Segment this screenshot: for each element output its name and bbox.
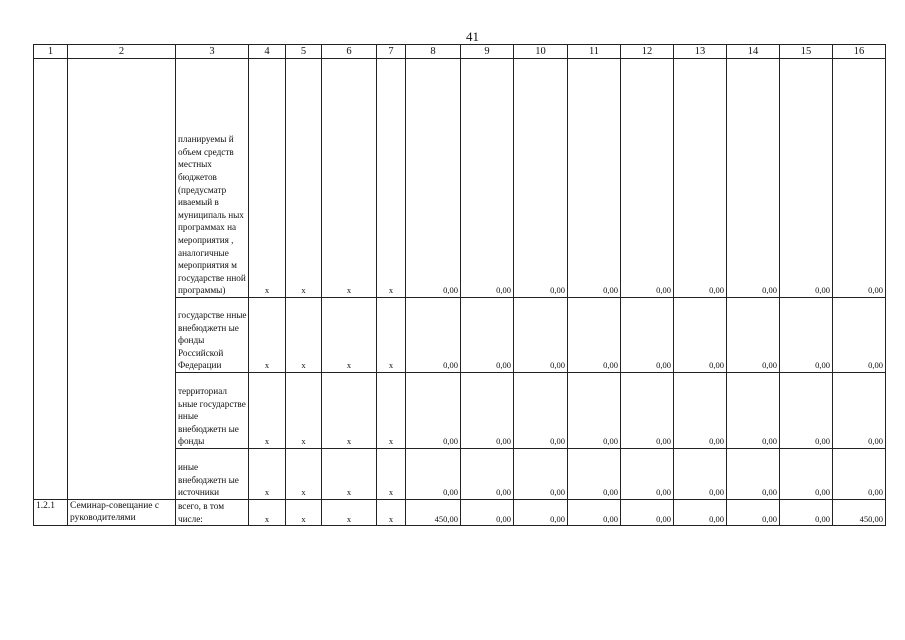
value-cell: 0,00 [568,500,621,526]
table-row [34,500,886,526]
value-cell: 0,00 [406,298,461,373]
mark-cell: x [377,500,406,526]
value-cell: 0,00 [514,449,568,500]
header-cell: 1 [34,45,68,59]
value-cell: 0,00 [461,373,514,449]
mark-cell: x [249,373,286,449]
value-cell: 0,00 [461,59,514,298]
page-number: 41 [466,29,479,44]
value-cell: 0,00 [727,373,780,449]
mark-cell: x [322,500,377,526]
mark-cell: x [286,500,322,526]
value-cell: 0,00 [674,500,727,526]
mark-cell: x [249,500,286,526]
value-cell: 0,00 [727,298,780,373]
header-cell: 3 [176,45,249,59]
row-number-cell: 1.2.1 [34,500,68,526]
value-cell: 0,00 [621,59,674,298]
mark-cell: x [249,449,286,500]
value-cell: 0,00 [780,298,833,373]
value-cell: 0,00 [674,298,727,373]
mark-cell: x [377,298,406,373]
value-cell: 0,00 [461,449,514,500]
value-cell: 0,00 [621,373,674,449]
value-cell: 0,00 [727,500,780,526]
value-cell: 0,00 [780,373,833,449]
header-cell: 15 [780,45,833,59]
mark-cell: x [377,373,406,449]
mark-cell: x [249,298,286,373]
source-description: государстве нные внебюджетн ые фонды Российской Федерации [176,298,249,373]
value-cell: 0,00 [674,373,727,449]
row-name-cell [68,59,176,500]
header-cell: 8 [406,45,461,59]
mark-cell: x [322,298,377,373]
row-name-cell: Семинар-совещание с руководителями [68,500,176,526]
header-cell: 5 [286,45,322,59]
value-cell: 0,00 [406,449,461,500]
mark-cell: x [377,449,406,500]
source-description: территориал ьные государстве нные внебюджетн ые фонды [176,373,249,449]
value-cell: 0,00 [568,298,621,373]
mark-cell: x [286,449,322,500]
value-cell: 0,00 [514,373,568,449]
mark-cell: x [286,298,322,373]
value-cell: 0,00 [461,500,514,526]
header-cell: 14 [727,45,780,59]
value-cell: 0,00 [568,59,621,298]
value-cell: 0,00 [833,449,886,500]
value-cell: 0,00 [621,500,674,526]
header-cell: 2 [68,45,176,59]
header-cell: 12 [621,45,674,59]
value-cell: 0,00 [833,59,886,298]
value-cell: 450,00 [833,500,886,526]
value-cell: 0,00 [833,373,886,449]
value-cell: 0,00 [514,59,568,298]
header-cell: 9 [461,45,514,59]
value-cell: 0,00 [514,298,568,373]
value-cell: 0,00 [833,298,886,373]
mark-cell: x [249,59,286,298]
source-description: иные внебюджетн ые источники [176,449,249,500]
header-row [34,45,886,59]
value-cell: 0,00 [621,449,674,500]
mark-cell: x [322,59,377,298]
value-cell: 450,00 [406,500,461,526]
header-cell: 16 [833,45,886,59]
value-cell: 0,00 [780,500,833,526]
value-cell: 0,00 [568,449,621,500]
header-cell: 7 [377,45,406,59]
header-cell: 6 [322,45,377,59]
header-cell: 13 [674,45,727,59]
budget-table [33,44,886,526]
header-cell: 4 [249,45,286,59]
value-cell: 0,00 [674,449,727,500]
value-cell: 0,00 [727,59,780,298]
value-cell: 0,00 [780,59,833,298]
value-cell: 0,00 [621,298,674,373]
value-cell: 0,00 [780,449,833,500]
mark-cell: x [322,449,377,500]
mark-cell: x [377,59,406,298]
value-cell: 0,00 [568,373,621,449]
header-cell: 11 [568,45,621,59]
value-cell: 0,00 [674,59,727,298]
table-row [34,59,886,298]
value-cell: 0,00 [727,449,780,500]
source-description: всего, в том числе: [176,500,249,526]
value-cell: 0,00 [514,500,568,526]
value-cell: 0,00 [406,59,461,298]
header-cell: 10 [514,45,568,59]
value-cell: 0,00 [461,298,514,373]
row-number-cell [34,59,68,500]
mark-cell: x [286,59,322,298]
value-cell: 0,00 [406,373,461,449]
source-description: планируемы й объем средств местных бюджетов (предусматр иваемый в муниципаль ных программах на мероприятия , аналогичные мероприятия м государстве нной программы) [176,59,249,298]
mark-cell: x [322,373,377,449]
mark-cell: x [286,373,322,449]
